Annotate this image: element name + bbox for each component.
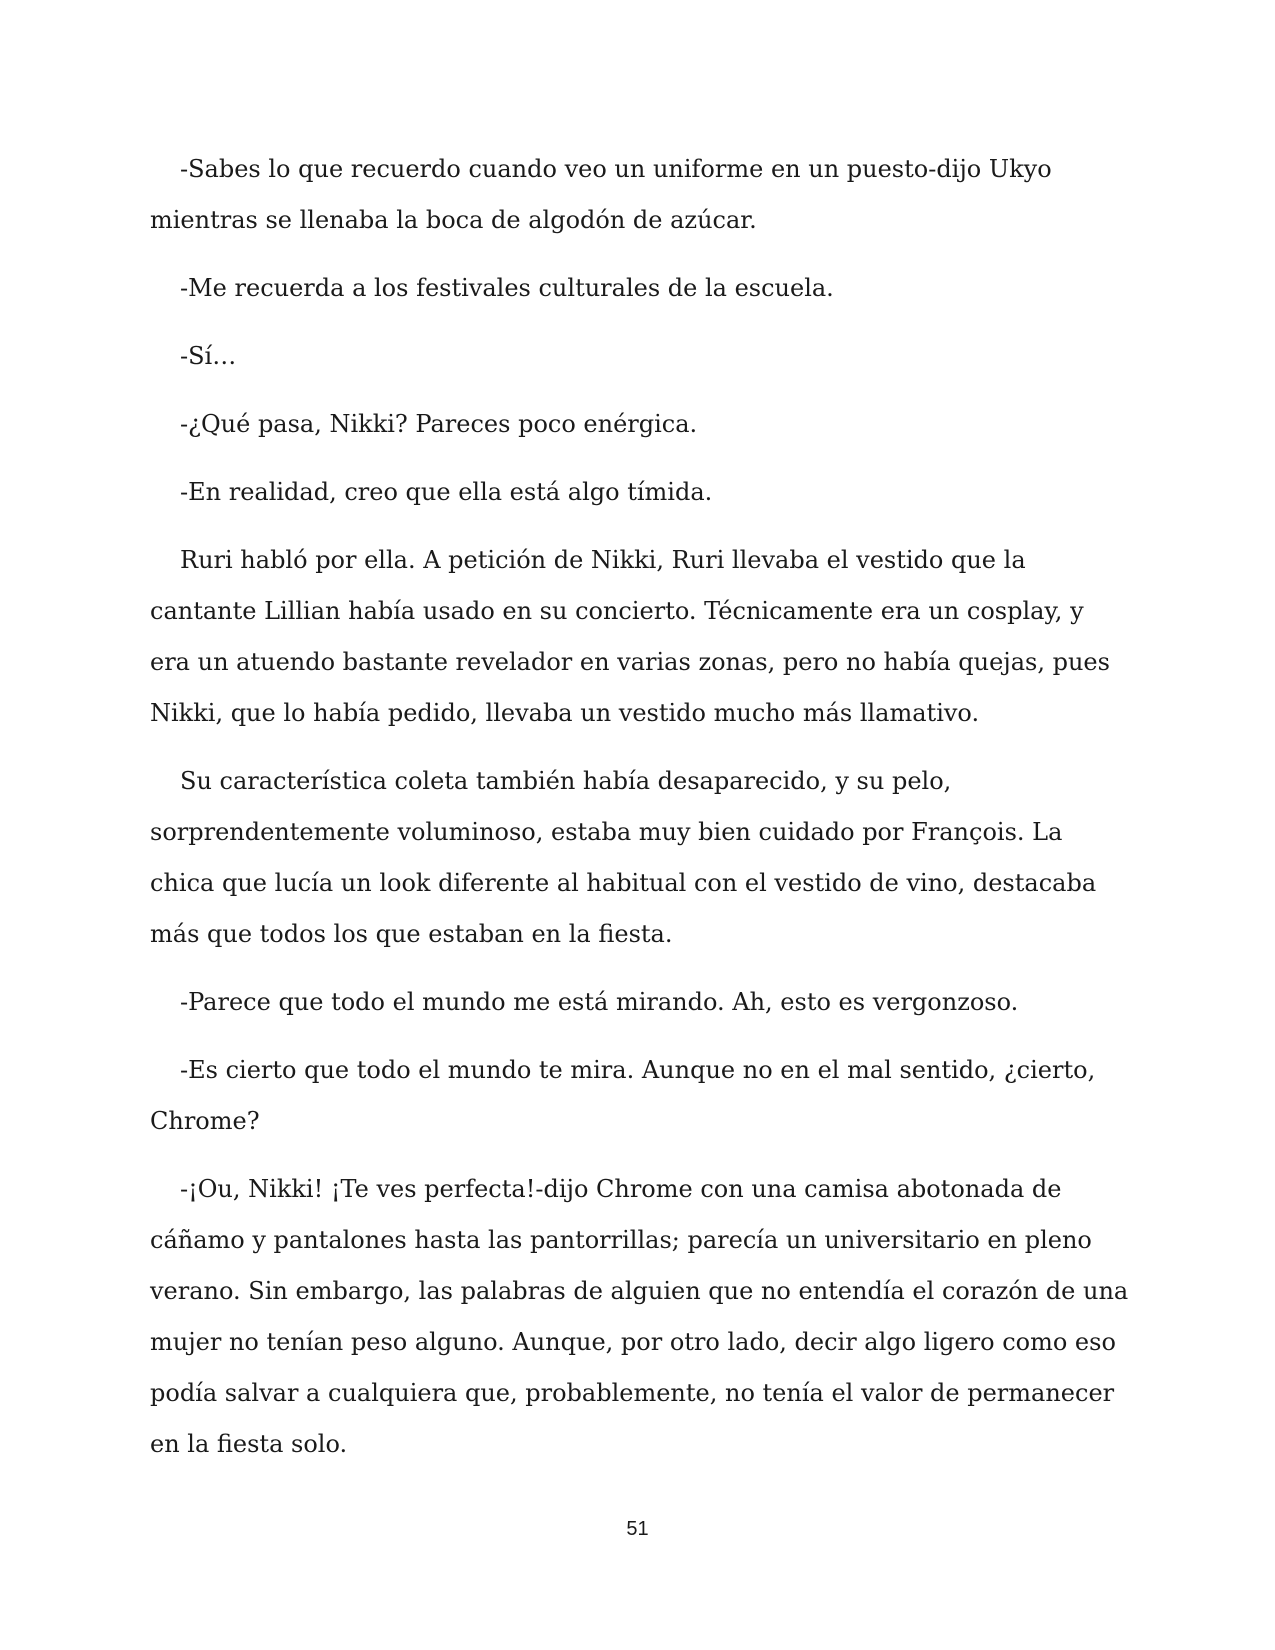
- paragraph-9: -Es cierto que todo el mundo te mira. Aunque no en el mal sentido, ¿cierto, Chrome?: [150, 1056, 1096, 1135]
- paragraph-6: Ruri habló por ella. A petición de Nikki, Ruri llevaba el vestido que la cantante Lillian había usado en su concierto. Técnicamente era un cosplay, y era un atuendo bastante revelador en varias zonas, pero no había quejas, pues Nikki, que lo había pedido, llevaba un vestido mucho más llamativo.: [150, 546, 1110, 727]
- page-number: 51: [626, 1518, 649, 1540]
- paragraph-7: Su característica coleta también había desaparecido, y su pelo, sorprendentemente voluminoso, estaba muy bien cuidado por François. La chica que lucía un look diferente al habitual con el vestido de vino, destacaba más que todos los que estaban en la fiesta.: [150, 767, 1097, 948]
- paragraph-4: -¿Qué pasa, Nikki? Pareces poco enérgica.: [180, 410, 698, 438]
- paragraph-1: -Sabes lo que recuerdo cuando veo un uniforme en un puesto-dijo Ukyo mientras se llenaba la boca de algodón de azúcar.: [150, 155, 1052, 234]
- paragraph-3: -Sí…: [180, 342, 237, 370]
- paragraph-8: -Parece que todo el mundo me está mirando. Ah, esto es vergonzoso.: [180, 988, 1019, 1016]
- body-text: [150, 144, 1130, 1487]
- paragraph-5: -En realidad, creo que ella está algo tímida.: [180, 478, 713, 506]
- paragraph-2: -Me recuerda a los festivales culturales de la escuela.: [180, 274, 834, 302]
- paragraph-10: -¡Ou, Nikki! ¡Te ves perfecta!-dijo Chrome con una camisa abotonada de cáñamo y pantalones hasta las pantorrillas; parecía un universitario en pleno verano. Sin embargo, las palabras de alguien que no entendía el corazón de una mujer no tenían peso alguno. Aunque, por otro lado, decir algo ligero como eso podía salvar a cualquiera que, probablemente, no tenía el valor de permanecer en la fiesta solo.: [150, 1175, 1129, 1458]
